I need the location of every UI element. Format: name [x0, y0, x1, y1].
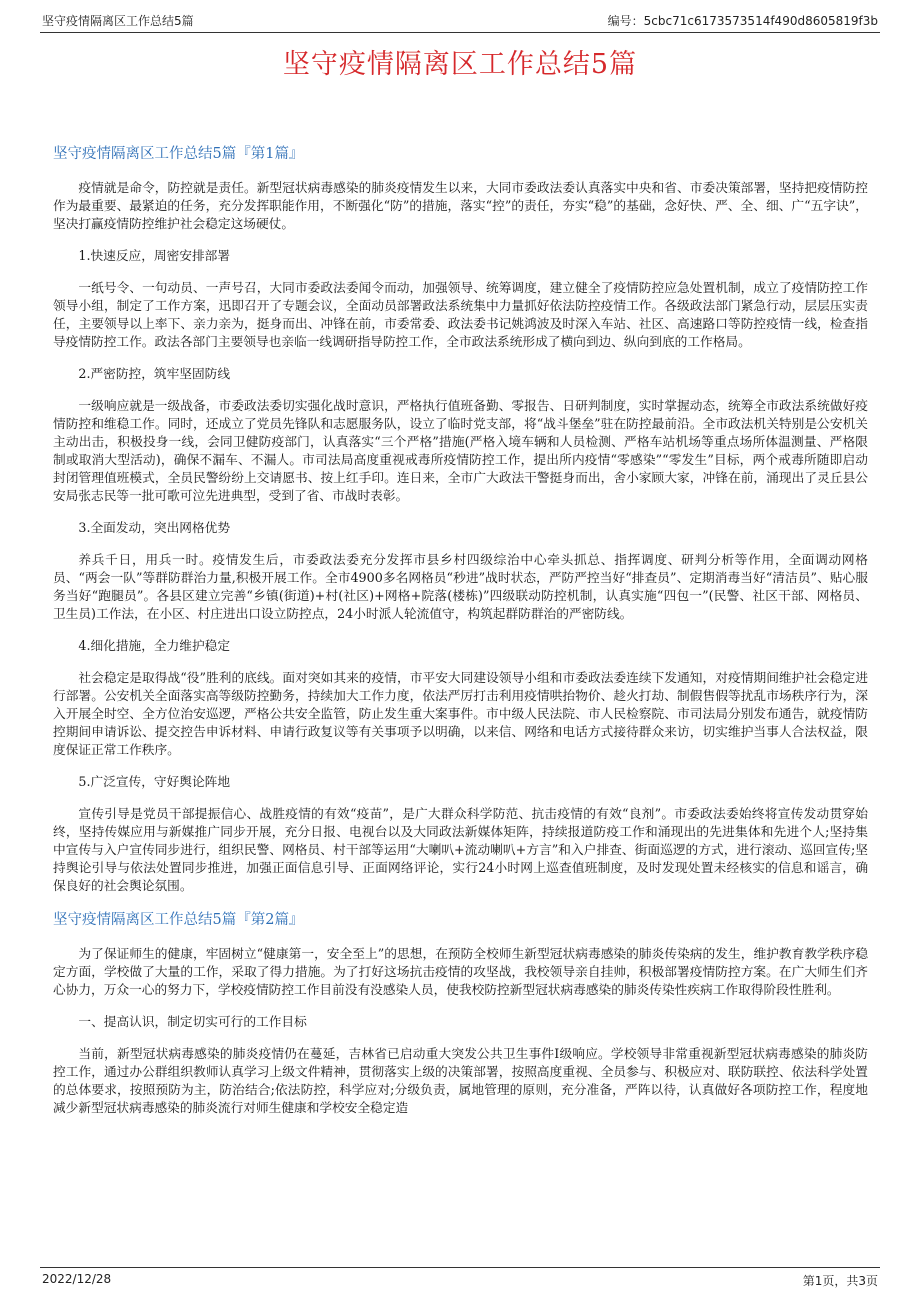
- section-2-heading: 坚守疫情隔离区工作总结5篇『第2篇』: [53, 912, 304, 928]
- footer-page-info: 第1页，共3页: [802, 1274, 878, 1288]
- page-footer: [40, 1267, 880, 1290]
- section-1-heading: 坚守疫情隔离区工作总结5篇『第1篇』: [53, 146, 304, 162]
- section-2-intro: 为了保证师生的健康，牢固树立“健康第一，安全至上”的思想，在预防全校师生新型冠状病毒感染的肺炎传染病的发生，维护教育教学秩序稳定方面，学校做了大量的工作，采取了得力措施。为了打好这场抗击疫情的攻坚战，我校领导亲自挂帅，积极部署疫情防控方案。在广大师生们齐心协力，万众一心的努力下，学校疫情防控工作目前没有没感染人员，使我校防控新型冠状病毒感染的肺炎传染性疾病工作取得阶段性胜利。: [53, 946, 868, 997]
- section-1-paragraph-3: 养兵千日，用兵一时。疫情发生后，市委政法委充分发挥市县乡村四级综治中心牵头抓总、指挥调度、研判分析等作用，全面调动网格员、“两会一队”等群防群治力量,积极开展工作。全市4900多名网格员“秒进”战时状态，严防严控当好“排查员”、定期消毒当好“清洁员”、贴心服务当好“跑腿员”。各县区建立完善“乡镇(街道)+村(社区)+网格+院落(楼栋)”四级联动防控机制，认真实施“四包一”(民警、社区干部、网格员、卫生员)工作法，在小区、村庄进出口设立防控点，24小时派人轮流值守，构筑起群防群治的严密防线。: [53, 552, 868, 621]
- section-1-subheading-2: 2.严密防控，筑牢坚固防线: [78, 366, 231, 381]
- section-1-subheading-4: 4.细化措施，全力维护稳定: [78, 638, 231, 653]
- page-header: [40, 10, 880, 33]
- section-1-paragraph-2: 一级响应就是一级战备，市委政法委切实强化战时意识，严格执行值班备勤、零报告、日研判制度，实时掌握动态，统筹全市政法系统做好疫情防控和维稳工作。同时，还成立了党员先锋队和志愿服务队，设立了临时党支部，将“战斗堡垒”驻在防控最前沿。全市政法机关特别是公安机关主动出击，积极投身一线，会同卫健防疫部门，认真落实“三个严格”措施(严格入境车辆和人员检测、严格车站机场等重点场所体温测量、严格限制或取消大型活动)，确保不漏车、不漏人。市司法局高度重视戒毒所疫情防控工作，提出所内疫情“零感染”“零发生”目标，两个戒毒所随即启动封闭管理值班模式，全员民警纷纷上交请愿书、按上红手印。连日来，全市广大政法干警挺身而出，舍小家顾大家，冲锋在前，涌现出了灵丘县公安局张志民等一批可歌可泣先进典型，受到了省、市战时表彰。: [53, 398, 868, 503]
- section-1-paragraph-5: 宣传引导是党员干部提振信心、战胜疫情的有效“疫苗”，是广大群众科学防范、抗击疫情的有效“良剂”。市委政法委始终将宣传发动贯穿始终，坚持传媒应用与新媒推广同步开展，充分日报、电视台以及大同政法新媒体矩阵，持续报道防疫工作和涌现出的先进集体和先进个人;坚持集中宣传与入户宣传同步进行，组织民警、网格员、村干部等运用“大喇叭+流动喇叭+方言”和入户排查、街面巡逻的方式，进行滚动、巡回宣传;坚持舆论引导与依法处置同步推进，加强正面信息引导、正面网络评论，实行24小时网上巡查值班制度，及时发现处置未经核实的信息和谣言，确保良好的社会舆论氛围。: [53, 806, 868, 893]
- section-2-subheading-1: 一、提高认识，制定切实可行的工作目标: [78, 1014, 307, 1029]
- page-title: 坚守疫情隔离区工作总结5篇: [282, 49, 638, 80]
- section-1-subheading-5: 5.广泛宣传，守好舆论阵地: [78, 774, 231, 789]
- section-1-subheading-3: 3.全面发动，突出网格优势: [78, 520, 231, 535]
- section-1-paragraph-1: 一纸号令、一句动员、一声号召，大同市委政法委闻令而动，加强领导、统筹调度，建立健全了疫情防控应急处置机制，成立了疫情防控工作领导小组，制定了工作方案，迅即召开了专题会议，全面动员部署政法系统集中力量抓好依法防控疫情工作。各级政法部门紧急行动，层层压实责任，主要领导以上率下、亲力亲为，挺身而出、冲锋在前，市委常委、政法委书记姚鸿波及时深入车站、社区、高速路口等防控疫情一线，检查指导疫情防控工作。政法各部门主要领导也亲临一线调研指导防控工作，全市政法系统形成了横向到边、纵向到底的工作格局。: [53, 280, 868, 349]
- footer-date: 2022/12/28: [42, 1272, 112, 1286]
- section-1-paragraph-4: 社会稳定是取得战“役”胜利的底线。面对突如其来的疫情，市平安大同建设领导小组和市委政法委连续下发通知，对疫情期间维护社会稳定进行部署。公安机关全面落实高等级防控勤务，持续加大工作力度，依法严厉打击利用疫情哄抬物价、趁火打劫、制假售假等扰乱市场秩序行为，深入开展全时空、全方位治安巡逻，严格公共安全监管，防止发生重大案事件。市中级人民法院、市人民检察院、市司法局分别发布通告，就疫情防控期间申请诉讼、提交控告申诉材料、申请行政复议等有关事项予以明确，以来信、网络和电话方式接待群众来访，切实维护当事人合法权益，限度保证正常工作秩序。: [53, 670, 868, 757]
- document-body: [53, 143, 868, 1131]
- header-doc-title: 坚守疫情隔离区工作总结5篇: [42, 14, 194, 28]
- header-doc-number: [608, 12, 878, 29]
- section-2-paragraph-1: 当前，新型冠状病毒感染的肺炎疫情仍在蔓延，吉林省已启动重大突发公共卫生事件I级响应。学校领导非常重视新型冠状病毒感染的肺炎防控工作，通过办公群组织教师认真学习上级文件精神，贯彻落实上级的决策部署，按照高度重视、全员参与、积极应对、联防联控、依法科学处置的总体要求，按照预防为主，防治结合;依法防控，科学应对;分级负责，属地管理的原则，充分准备，严阵以待，认真做好各项防控工作，程度地减少新型冠状病毒感染的肺炎流行对师生健康和学校安全稳定造: [53, 1046, 868, 1115]
- section-1-intro: 疫情就是命令，防控就是责任。新型冠状病毒感染的肺炎疫情发生以来，大同市委政法委认真落实中央和省、市委决策部署，坚持把疫情防控作为最重要、最紧迫的任务，充分发挥职能作用，不断强化“防”的措施，落实“控”的责任，夯实“稳”的基础，念好快、严、全、细、广“五字诀”，坚决打赢疫情防控维护社会稳定这场硬仗。: [53, 180, 868, 231]
- section-1-subheading-1: 1.快速反应，周密安排部署: [78, 248, 231, 263]
- doc-number-value: 5cbc71c6173573514f490d8605819f3b: [643, 14, 878, 28]
- doc-number-label: 编号：: [607, 14, 644, 28]
